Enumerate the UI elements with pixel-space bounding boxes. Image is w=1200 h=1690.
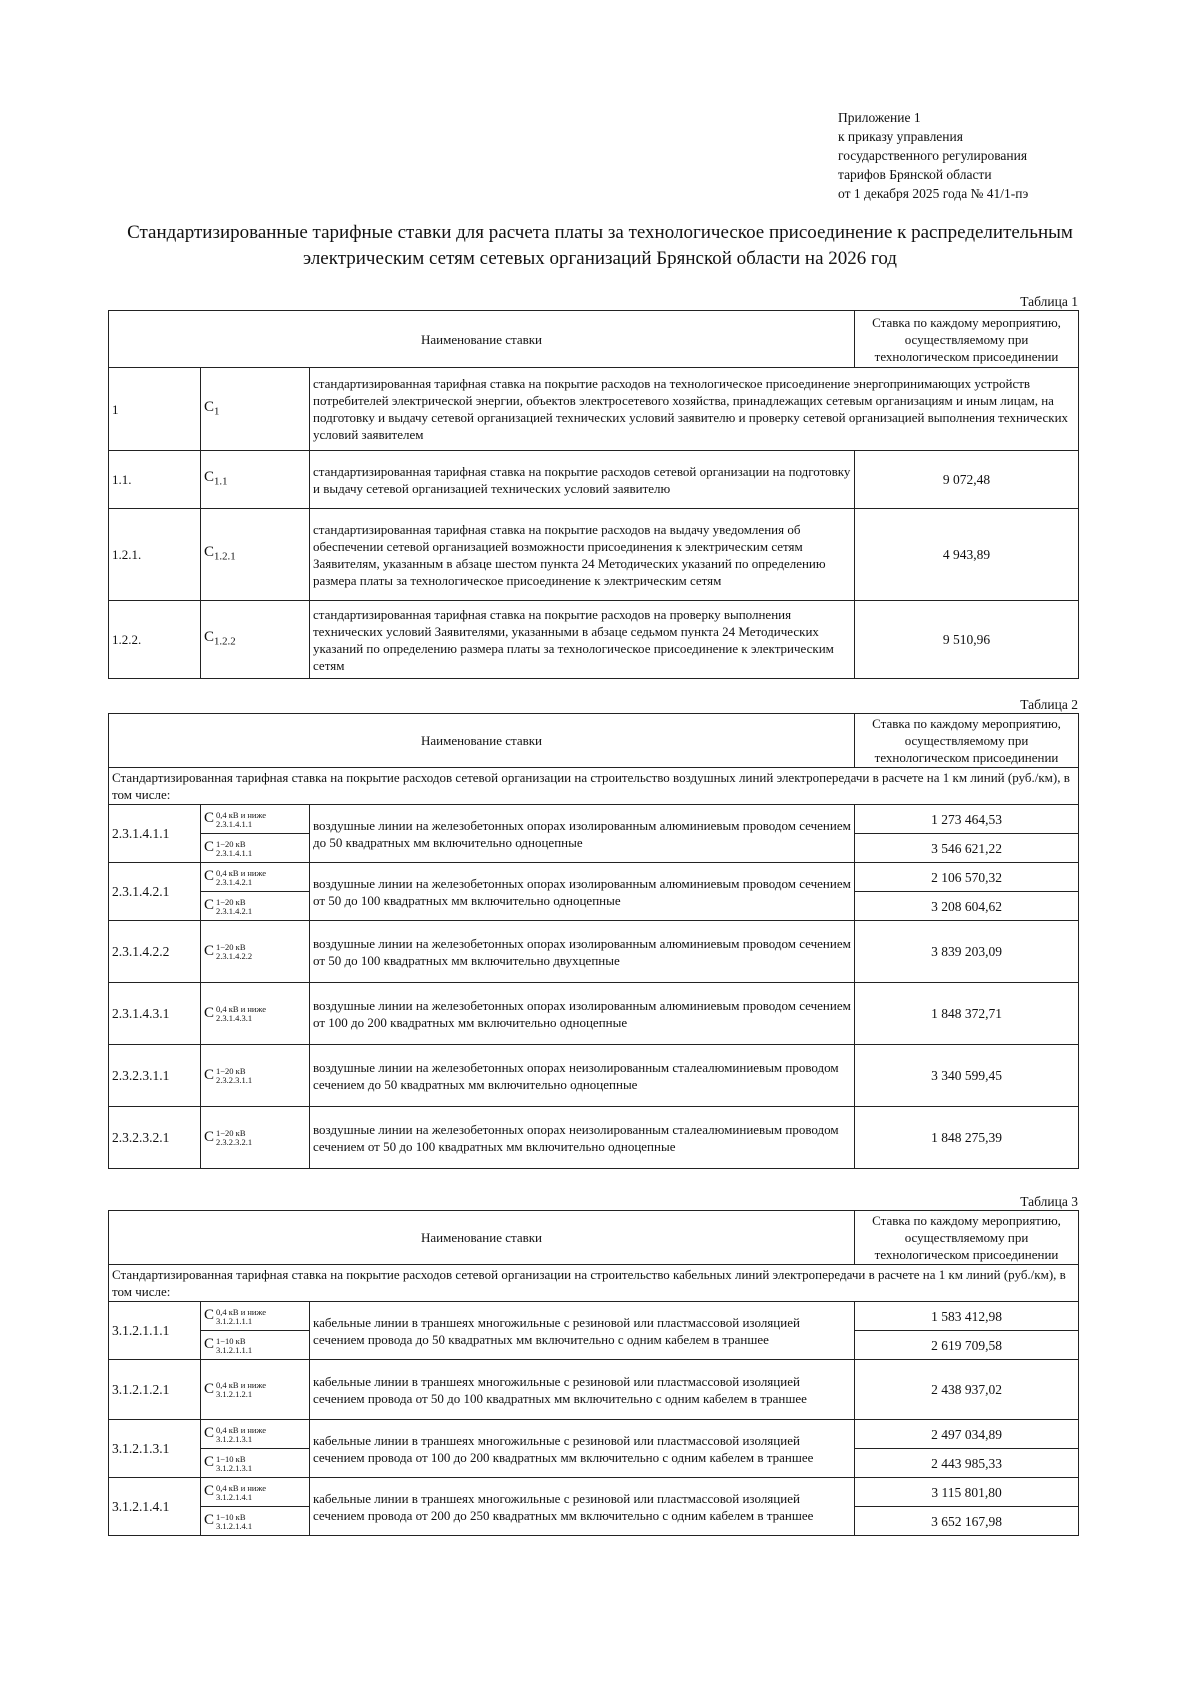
header-name: Наименование ставки bbox=[109, 714, 855, 768]
group-code: 3.1.2.1.4.1 bbox=[109, 1478, 201, 1536]
rate-value: 2 497 034,89 bbox=[855, 1420, 1079, 1449]
group-code: 2.3.1.4.3.1 bbox=[109, 983, 201, 1045]
rate-value: 2 106 570,32 bbox=[855, 863, 1079, 892]
rate-value: 2 619 709,58 bbox=[855, 1331, 1079, 1360]
rate-symbol: C 0,4 кВ и ниже 3.1.2.1.1.1 bbox=[201, 1302, 310, 1331]
row-number: 1.2.1. bbox=[109, 509, 201, 601]
rate-symbol: C 1−20 кВ 2.3.1.4.2.2 bbox=[201, 921, 310, 983]
group-code: 3.1.2.1.2.1 bbox=[109, 1360, 201, 1420]
table-2 bbox=[108, 713, 1079, 1169]
rate-symbol: C 1−10 кВ 3.1.2.1.1.1 bbox=[201, 1331, 310, 1360]
rate-symbol: C 0,4 кВ и ниже 2.3.1.4.2.1 bbox=[201, 863, 310, 892]
rate-value: 3 546 621,22 bbox=[855, 834, 1079, 863]
group-code: 2.3.1.4.2.1 bbox=[109, 863, 201, 921]
group-code: 2.3.1.4.1.1 bbox=[109, 805, 201, 863]
table-1 bbox=[108, 310, 1079, 679]
rate-value: 3 340 599,45 bbox=[855, 1045, 1079, 1107]
group-code: 2.3.1.4.2.2 bbox=[109, 921, 201, 983]
title-line: электрическим сетям сетевых организаций Брянской области на 2026 год bbox=[303, 248, 897, 269]
table2-label: Таблица 2 bbox=[1020, 697, 1078, 712]
row-number: 1.2.2. bbox=[109, 601, 201, 679]
table1-label: Таблица 1 bbox=[1020, 294, 1078, 309]
header-rate: Ставка по каждому мероприятию, осуществляемому при технологическом присоединении bbox=[855, 1211, 1079, 1265]
rate-description: стандартизированная тарифная ставка на покрытие расходов на выдачу уведомления об обеспечении сетевой организацией возможности присоединения к электрическим сетям Заявителям, указанным в абзаце шестом пункта 24 Методических указаний по определению размера платы за технологическое присоединение к электрическим сетям bbox=[310, 509, 855, 601]
rate-description: кабельные линии в траншеях многожильные с резиновой или пластмассовой изоляцией сечением провода от 200 до 250 квадратных мм включительно с одним кабелем в траншее bbox=[310, 1478, 855, 1536]
header-name: Наименование ставки bbox=[109, 311, 855, 368]
table-3 bbox=[108, 1210, 1079, 1536]
rate-symbol: $C_{1.1}$ bbox=[201, 451, 310, 509]
rate-symbol: C 0,4 кВ и ниже 3.1.2.1.4.1 bbox=[201, 1478, 310, 1507]
title-line: Стандартизированные тарифные ставки для расчета платы за технологическое присоединение к распределительным bbox=[127, 222, 1073, 243]
rate-symbol: C 1−20 кВ 2.3.2.3.2.1 bbox=[201, 1107, 310, 1169]
appendix-line: Приложение 1 bbox=[838, 110, 921, 125]
rate-symbol: C 0,4 кВ и ниже 2.3.1.4.3.1 bbox=[201, 983, 310, 1045]
table3-label: Таблица 3 bbox=[1020, 1194, 1078, 1209]
group-code: 2.3.2.3.1.1 bbox=[109, 1045, 201, 1107]
rate-value: 2 438 937,02 bbox=[855, 1360, 1079, 1420]
appendix-line: государственного регулирования bbox=[838, 148, 1028, 163]
rate-symbol: $C_1$ bbox=[201, 368, 310, 451]
rate-value: 3 839 203,09 bbox=[855, 921, 1079, 983]
rate-symbol: C 1−20 кВ 2.3.2.3.1.1 bbox=[201, 1045, 310, 1107]
header-rate: Ставка по каждому мероприятию, осуществляемому при технологическом присоединении bbox=[855, 714, 1079, 768]
rate-value: 1 848 275,39 bbox=[855, 1107, 1079, 1169]
row-number: 1 bbox=[109, 368, 201, 451]
header-rate: Ставка по каждому мероприятию, осуществляемому при технологическом присоединении bbox=[855, 311, 1079, 368]
rate-symbol: C 1−10 кВ 3.1.2.1.3.1 bbox=[201, 1449, 310, 1478]
appendix-line: к приказу управления bbox=[838, 129, 963, 144]
rate-value: 3 652 167,98 bbox=[855, 1507, 1079, 1536]
rate-description: кабельные линии в траншеях многожильные с резиновой или пластмассовой изоляцией сечением провода до 50 квадратных мм включительно с одним кабелем в траншее bbox=[310, 1302, 855, 1360]
rate-description: стандартизированная тарифная ставка на покрытие расходов сетевой организации на подготовку и выдачу сетевой организацией технических условий заявителю bbox=[310, 451, 855, 509]
rate-symbol: C 0,4 кВ и ниже 3.1.2.1.3.1 bbox=[201, 1420, 310, 1449]
rate-description: воздушные линии на железобетонных опорах изолированным алюминиевым проводом сечением от 50 до 100 квадратных мм включительно двухцепные bbox=[310, 921, 855, 983]
rate-symbol: C 1−10 кВ 3.1.2.1.4.1 bbox=[201, 1507, 310, 1536]
rate-value: 3 115 801,80 bbox=[855, 1478, 1079, 1507]
appendix-block bbox=[838, 108, 1028, 203]
group-code: 3.1.2.1.1.1 bbox=[109, 1302, 201, 1360]
row-number: 1.1. bbox=[109, 451, 201, 509]
rate-symbol: C 1−20 кВ 2.3.1.4.1.1 bbox=[201, 834, 310, 863]
table-intro: Стандартизированная тарифная ставка на покрытие расходов сетевой организации на строительство воздушных линий электропередачи в расчете на 1 км линий (руб./км), в том числе: bbox=[109, 768, 1079, 805]
rate-symbol: $C_{1.2.2}$ bbox=[201, 601, 310, 679]
rate-value: 1 848 372,71 bbox=[855, 983, 1079, 1045]
rate-value: 2 443 985,33 bbox=[855, 1449, 1079, 1478]
rate-description: стандартизированная тарифная ставка на покрытие расходов на технологическое присоединение энергопринимающих устройств потребителей электрической энергии, объектов электросетевого хозяйства, принадлежащих сетевым организациям и иным лицам, на подготовку и выдачу сетевой организацией технических условий заявителю и проверку сетевой организацией выполнения технических условий заявителем bbox=[310, 368, 1079, 451]
rate-description: воздушные линии на железобетонных опорах изолированным алюминиевым проводом сечением от 100 до 200 квадратных мм включительно одноцепные bbox=[310, 983, 855, 1045]
rate-symbol: C 0,4 кВ и ниже 2.3.1.4.1.1 bbox=[201, 805, 310, 834]
rate-symbol: C 1−20 кВ 2.3.1.4.2.1 bbox=[201, 892, 310, 921]
group-code: 3.1.2.1.3.1 bbox=[109, 1420, 201, 1478]
rate-value: 9 072,48 bbox=[855, 451, 1079, 509]
rate-value: 3 208 604,62 bbox=[855, 892, 1079, 921]
rate-description: кабельные линии в траншеях многожильные с резиновой или пластмассовой изоляцией сечением провода от 50 до 100 квадратных мм включительно с одним кабелем в траншее bbox=[310, 1360, 855, 1420]
rate-value: 1 583 412,98 bbox=[855, 1302, 1079, 1331]
group-code: 2.3.2.3.2.1 bbox=[109, 1107, 201, 1169]
appendix-line: тарифов Брянской области bbox=[838, 167, 992, 182]
rate-description: воздушные линии на железобетонных опорах изолированным алюминиевым проводом сечением до 50 квадратных мм включительно одноцепные bbox=[310, 805, 855, 863]
rate-description: воздушные линии на железобетонных опорах изолированным алюминиевым проводом сечением от 50 до 100 квадратных мм включительно одноцепные bbox=[310, 863, 855, 921]
rate-value: 9 510,96 bbox=[855, 601, 1079, 679]
table-intro: Стандартизированная тарифная ставка на покрытие расходов сетевой организации на строительство кабельных линий электропередачи в расчете на 1 км линий (руб./км), в том числе: bbox=[109, 1265, 1079, 1302]
rate-description: стандартизированная тарифная ставка на покрытие расходов на проверку выполнения технических условий Заявителями, указанными в абзаце седьмом пункта 24 Методических указаний по определению размера платы за технологическое присоединение к электрическим сетям bbox=[310, 601, 855, 679]
header-name: Наименование ставки bbox=[109, 1211, 855, 1265]
rate-value: 4 943,89 bbox=[855, 509, 1079, 601]
rate-symbol: C 0,4 кВ и ниже 3.1.2.1.2.1 bbox=[201, 1360, 310, 1420]
document-title bbox=[110, 220, 1090, 272]
rate-value: 1 273 464,53 bbox=[855, 805, 1079, 834]
rate-symbol: $C_{1.2.1}$ bbox=[201, 509, 310, 601]
rate-description: воздушные линии на железобетонных опорах неизолированным сталеалюминиевым проводом сечением до 50 квадратных мм включительно одноцепные bbox=[310, 1045, 855, 1107]
rate-description: кабельные линии в траншеях многожильные с резиновой или пластмассовой изоляцией сечением провода от 100 до 200 квадратных мм включительно с одним кабелем в траншее bbox=[310, 1420, 855, 1478]
rate-description: воздушные линии на железобетонных опорах неизолированным сталеалюминиевым проводом сечением от 50 до 100 квадратных мм включительно одноцепные bbox=[310, 1107, 855, 1169]
appendix-line: от 1 декабря 2025 года № 41/1-пэ bbox=[838, 186, 1029, 201]
